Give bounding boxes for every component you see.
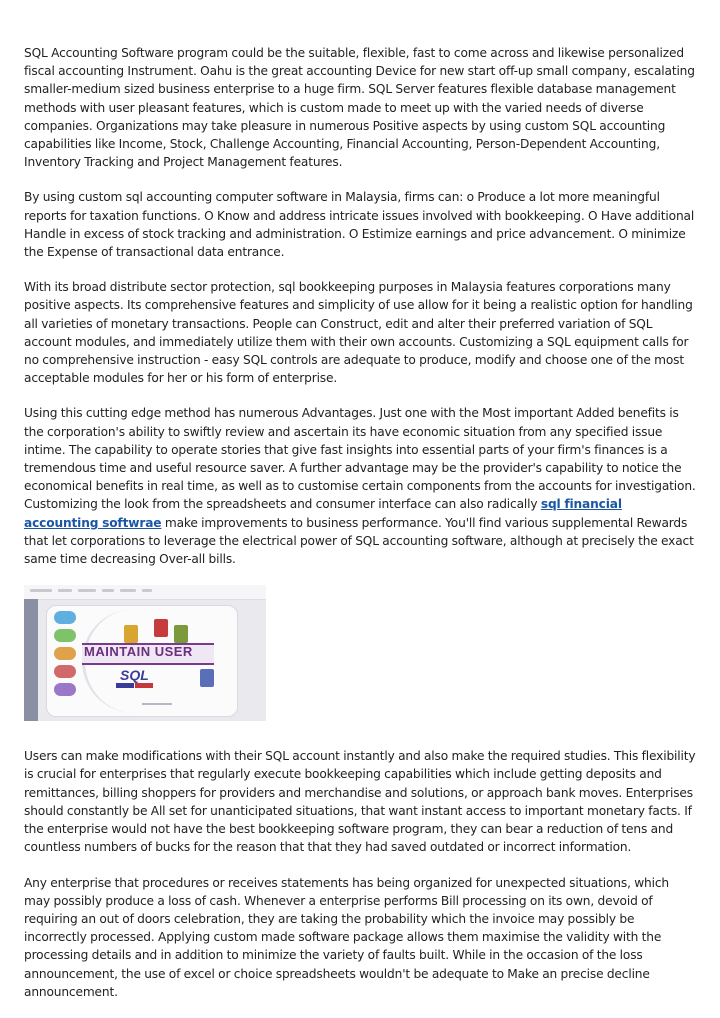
paragraph-modifications: Users can make modifications with their SQL account instantly and also make the required studies. This flexibility is crucial for enterprises that regularly execute bookkeeping capabilities which include getting deposits and remittances, billing shoppers for providers and merchandise and solutions, or approach bank moves. Enterprises should constantly be All set for unanticipated situations, that want instant access to important monetary facts. If the enterprise would not have the best bookkeeping software program, they can bear a reduction of tens and countless numbers of bucks for the reason that that they had saved outdated or incorrect information. bbox=[24, 749, 696, 855]
paragraph-malaysia-benefits: By using custom sql accounting computer software in Malaysia, firms can: o Produce a lot more meaningful reports for taxation functions. O Know and address intricate issues involved with bookkeeping. O Have additional Handle in excess of stock tracking and administration. O Estimize earnings and price advancement. O minimize the Expense of transactional data entrance. bbox=[24, 190, 695, 260]
paragraph-advantages bbox=[24, 404, 696, 568]
sql-logo: SQL bbox=[120, 667, 149, 684]
paragraph-sector-protection: With its broad distribute sector protection, sql bookkeeping purposes in Malaysia features corporations many positive aspects. Its comprehensive features and simplicity of use allow for it being a realistic option for handling all varieties of monetary transactions. People can Construct, edit and alter their preferred variation of SQL account modules, and immediately utilize them with their own accounts. Customizing a SQL equipment calls for no comprehensive instruction - easy SQL controls are adequate to produce, modify and choose one of the most acceptable modules for her or his form of enterprise. bbox=[24, 280, 693, 386]
sql-maintain-user-screenshot bbox=[24, 585, 266, 721]
paragraph-unexpected-situations: Any enterprise that procedures or receives statements has being organized for unexpected situations, which may possibly produce a loss of cash. Whenever a enterprise performs Bill processing on its own, devoid of requiring an out of doors celebration, they are taking the probability which the invoice may possibly be incorrectly processed. Applying custom made software package allows them maximise the validity with the processing details and in addition to minimize the variety of faults built. While in the occasion of the loss announcement, the use of excel or choice spreadsheets wouldn't be adequate to Make an precise decline announcement. bbox=[24, 875, 669, 999]
maintain-user-banner-text: MAINTAIN USER bbox=[84, 644, 193, 660]
screenshot-side-rail bbox=[24, 599, 38, 721]
sql-financial-accounting-link[interactable]: sql financial accounting softwrae bbox=[24, 497, 622, 530]
paragraph-advantages-text: Using this cutting edge method has numerous Advantages. Just one with the Most important Added benefits is the corporation's ability to swiftly review and ascertain its have economic situation from any specified issue intime. The capability to operate stories that give fast insights into essential parts of your firm's finances is a tremendous time and useful resource saver. A further advantage may be the provider's capability to notice the economical benefits in real time, as well as to customise certain components from the accounts for investigation. Customizing the look from the spreadsheets and consumer interface can also radically bbox=[24, 406, 696, 512]
paragraph-advantages-text-end: make improvements to business performance. You'll find various supplemental Rewards that let corporations to leverage the electrical power of SQL accounting software, although at precisely the exact same time decreasing Over-all bills. bbox=[24, 515, 694, 567]
paragraph-intro: SQL Accounting Software program could be the suitable, flexible, fast to come across and likewise personalized fiscal accounting Instrument. Oahu is the great accounting Device for new start off-up small company, escalating smaller-medium sized business enterprise to a huge firm. SQL Server features flexible database management methods with user pleasant features, which is custom made to meet up with the varied needs of diverse companies. Organizations may take pleasure in numerous Positive aspects by using custom SQL accounting capabilities like Income, Stock, Challenge Accounting, Financial Accounting, Person-Dependent Accounting, Inventory Tracking and Project Management features. bbox=[24, 46, 695, 170]
screenshot-toolbar bbox=[24, 585, 266, 600]
screenshot-caption-line bbox=[142, 703, 172, 705]
